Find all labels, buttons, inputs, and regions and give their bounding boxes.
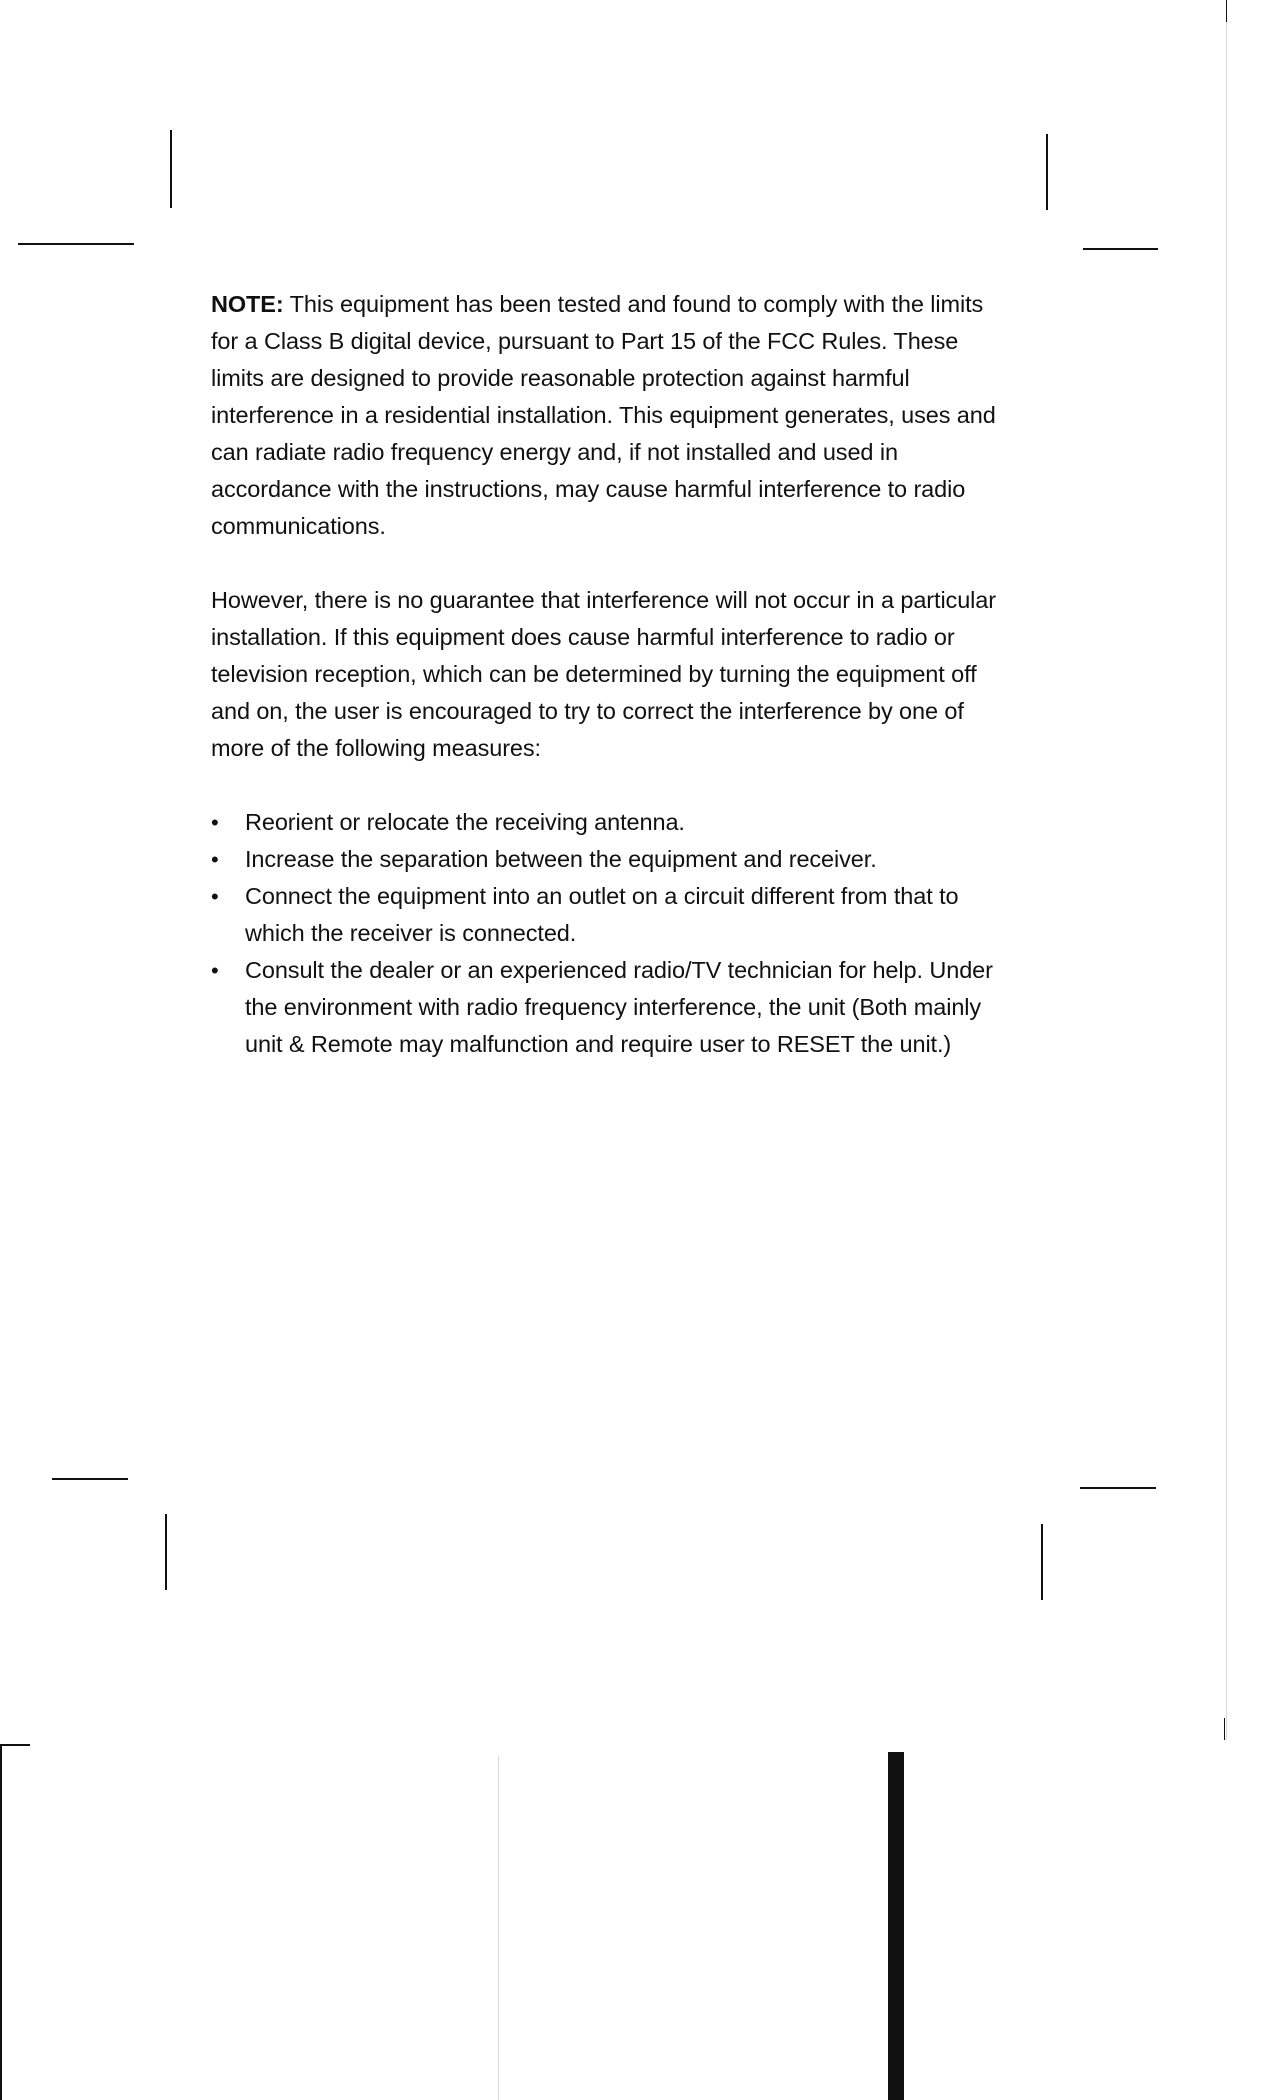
scan-edge-tick-top [1226, 0, 1227, 22]
list-item [211, 804, 1011, 841]
scan-corner-vertical [0, 1744, 2, 2100]
scan-edge-tick-bottom [1224, 1718, 1225, 1740]
crop-mark-bottom-left-horizontal [52, 1478, 128, 1480]
notice-paragraph-2: However, there is no guarantee that interference will not occur in a particular installation. If this equipment does cause harmful interference to radio or television reception, which can be determined by turning the equipment off and on, the user is encouraged to try to correct the interference by one of more of the following measures: [211, 587, 996, 761]
list-item [211, 841, 1011, 878]
fcc-notice [211, 286, 1011, 1063]
measure-text: • Reorient or relocate the receiving antenna. [245, 809, 685, 835]
crop-mark-bottom-right-vertical [1041, 1524, 1043, 1600]
crop-mark-bottom-right-horizontal [1080, 1487, 1156, 1489]
scan-black-bar [888, 1752, 904, 2100]
crop-mark-top-left-vertical [170, 130, 172, 208]
measure-text: • Consult the dealer or an experienced radio/TV technician for help. Under the environment with radio frequency interference, the unit (Both mainly unit & Remote may malfunction and require user to RESET the unit.) [245, 957, 993, 1057]
measure-text: • Increase the separation between the equipment and receiver. [245, 846, 877, 872]
crop-mark-bottom-left-vertical [165, 1514, 167, 1590]
scan-faint-line-bottom [498, 1756, 499, 2100]
notice-paragraph-1 [211, 286, 1011, 545]
note-label: NOTE: [211, 291, 284, 317]
crop-mark-top-left-horizontal [18, 243, 134, 245]
scan-corner-horizontal [0, 1744, 30, 1746]
crop-mark-top-right-horizontal [1083, 248, 1158, 250]
measure-text: • Connect the equipment into an outlet on a circuit different from that to which the receiver is connected. [245, 883, 959, 946]
crop-mark-top-right-vertical [1046, 134, 1048, 210]
measures-list [211, 804, 1011, 1063]
list-item [211, 952, 1011, 1063]
list-item [211, 878, 1011, 952]
notice-paragraph-1-text: This equipment has been tested and found to comply with the limits for a Class B digital device, pursuant to Part 15 of the FCC Rules. These limits are designed to provide reasonable protection against harmful interference in a residential installation. This equipment generates, uses and can radiate radio frequency energy and, if not installed and used in accordance with the instructions, may cause harmful interference to radio communications. [211, 291, 996, 539]
scan-edge-line-right [1226, 0, 1227, 1740]
